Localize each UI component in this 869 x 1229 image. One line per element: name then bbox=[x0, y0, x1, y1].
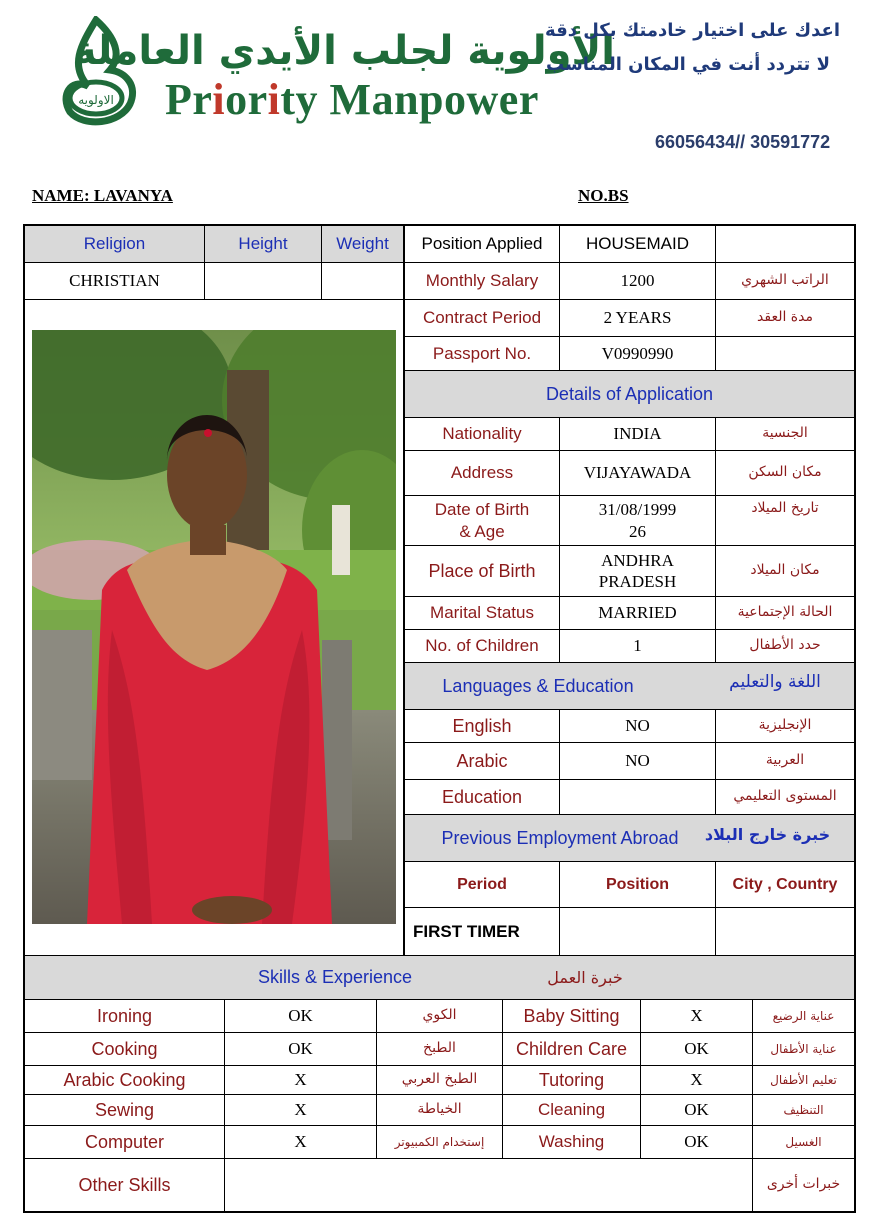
skills-title: Skills & Experience bbox=[257, 967, 413, 988]
english-label: English bbox=[452, 715, 512, 736]
contract-period-value: 2 YEARS bbox=[603, 308, 672, 328]
logo-part: Pr bbox=[165, 75, 213, 124]
marital-status-label: Marital Status bbox=[430, 603, 534, 623]
monthly-salary-arabic: الراتب الشهري bbox=[741, 272, 829, 289]
skill-computer-value: X bbox=[294, 1132, 307, 1152]
monthly-salary-value: 1200 bbox=[620, 271, 655, 291]
height-label: Height bbox=[238, 234, 288, 254]
religion-label: Religion bbox=[83, 234, 146, 254]
skill-children-care-arabic: عناية الأطفال bbox=[770, 1041, 837, 1056]
weight-label: Weight bbox=[336, 234, 389, 254]
dob-date: 31/08/1999 bbox=[598, 500, 677, 520]
skill-washing-arabic: الغسيل bbox=[785, 1134, 822, 1149]
nationality-label: Nationality bbox=[442, 424, 522, 444]
education-label: Education bbox=[441, 786, 523, 807]
arabic-arabic: العربية bbox=[765, 752, 805, 769]
tagline-line-1: اعدك على اختيار خادمتك بكل دقة bbox=[545, 20, 840, 41]
children-value: 1 bbox=[633, 636, 642, 656]
nationality-value: INDIA bbox=[613, 424, 662, 444]
contract-period-label: Contract Period bbox=[422, 308, 542, 328]
period-label: Period bbox=[457, 875, 507, 893]
religion-value: CHRISTIAN bbox=[69, 271, 160, 291]
logo-part-red-i: i bbox=[267, 75, 281, 124]
address-label: Address bbox=[450, 463, 514, 483]
skill-cleaning-arabic: التنظيف bbox=[783, 1102, 824, 1117]
skill-washing-value: OK bbox=[684, 1132, 709, 1152]
skill-tutoring-value: X bbox=[690, 1070, 703, 1090]
passport-value: V0990990 bbox=[601, 343, 674, 363]
skill-ironing-arabic: الكوي bbox=[422, 1007, 457, 1024]
candidate-name: NAME: LAVANYA bbox=[32, 186, 173, 205]
address-arabic: مكان السكن bbox=[748, 464, 822, 481]
languages-title: Languages & Education bbox=[442, 675, 634, 696]
skill-arabic-cooking-label: Arabic Cooking bbox=[63, 1069, 186, 1090]
nationality-arabic: الجنسية bbox=[762, 425, 808, 442]
age-value: 26 bbox=[629, 521, 646, 541]
skill-sewing-label: Sewing bbox=[94, 1099, 155, 1120]
skills-title-arabic: خبرة العمل bbox=[547, 967, 623, 987]
skill-baby-sitting-value: X bbox=[690, 1006, 703, 1026]
candidate-photo bbox=[32, 330, 396, 924]
skill-ironing-value: OK bbox=[288, 1006, 313, 1026]
pob-line-2: PRADESH bbox=[598, 572, 677, 591]
other-skills-arabic: خبرات أخرى bbox=[766, 1176, 841, 1193]
skill-cleaning-label: Cleaning bbox=[537, 1100, 606, 1120]
skill-cleaning-value: OK bbox=[684, 1100, 709, 1120]
position-applied-value: HOUSEMAID bbox=[586, 234, 689, 254]
dob-label-line-1: Date of Birth bbox=[434, 500, 530, 520]
arabic-label: Arabic bbox=[456, 750, 508, 771]
skill-baby-sitting-label: Baby Sitting bbox=[523, 1005, 620, 1026]
employment-title: Previous Employment Abroad bbox=[441, 827, 679, 848]
skill-tutoring-arabic: تعليم الأطفال bbox=[770, 1072, 837, 1087]
skill-arabic-cooking-arabic: الطبخ العربي bbox=[401, 1071, 478, 1088]
skill-cooking-label: Cooking bbox=[91, 1038, 158, 1059]
address-value: VIJAYAWADA bbox=[583, 463, 692, 483]
english-value: NO bbox=[625, 716, 650, 736]
skill-ironing-label: Ironing bbox=[96, 1005, 153, 1026]
contract-period-arabic: مدة العقد bbox=[757, 309, 813, 326]
marital-status-arabic: الحالة الإجتماعية bbox=[737, 604, 833, 621]
skill-computer-arabic: إستخدام الكمبيوتر bbox=[394, 1134, 485, 1149]
skill-children-care-label: Children Care bbox=[515, 1038, 628, 1059]
logo-part: or bbox=[225, 75, 268, 124]
skill-children-care-value: OK bbox=[684, 1039, 709, 1059]
education-value bbox=[560, 780, 715, 814]
skill-computer-label: Computer bbox=[84, 1131, 165, 1152]
arabic-value: NO bbox=[625, 751, 650, 771]
logo-part-red-i: i bbox=[212, 75, 226, 124]
skill-cooking-arabic: الطبخ bbox=[423, 1040, 456, 1057]
company-name-arabic: الأولوية لجلب الأيدي العاملة bbox=[73, 28, 615, 74]
skill-baby-sitting-arabic: عناية الرضيع bbox=[772, 1008, 835, 1023]
place-of-birth-label: Place of Birth bbox=[428, 560, 536, 581]
pob-line-1: ANDHRA bbox=[601, 550, 674, 570]
passport-label: Passport No. bbox=[432, 343, 532, 363]
skill-washing-label: Washing bbox=[538, 1132, 605, 1152]
dob-label-line-2: & Age bbox=[459, 521, 505, 541]
tagline-line-2: لا تتردد أنت في المكان المناسب bbox=[546, 54, 830, 75]
company-name-english bbox=[165, 74, 615, 130]
emblem-text: الاولويه bbox=[78, 93, 114, 107]
skill-cooking-value: OK bbox=[288, 1039, 313, 1059]
dob-label bbox=[405, 496, 559, 545]
english-arabic: الإنجليزية bbox=[758, 717, 812, 734]
employment-title-arabic: خبرة خارج البلاد bbox=[704, 825, 831, 844]
skill-tutoring-label: Tutoring bbox=[538, 1069, 605, 1090]
skill-sewing-arabic: الخياطة bbox=[417, 1101, 462, 1118]
dob-arabic: تاريخ الميلاد bbox=[751, 499, 819, 516]
employment-position-value bbox=[560, 908, 715, 955]
period-value: FIRST TIMER bbox=[413, 921, 520, 941]
details-title: Details of Application bbox=[545, 383, 714, 404]
monthly-salary-label: Monthly Salary bbox=[425, 271, 539, 291]
other-skills-label: Other Skills bbox=[78, 1174, 171, 1195]
logo-part: ty Manpower bbox=[280, 75, 539, 124]
children-label: No. of Children bbox=[425, 636, 539, 656]
place-of-birth-arabic: مكان الميلاد bbox=[750, 562, 820, 579]
phone-numbers: 66056434// 30591772 bbox=[655, 132, 831, 152]
bs-number: NO.BS bbox=[578, 186, 629, 205]
children-arabic: حدد الأطفال bbox=[749, 637, 821, 654]
city-country-label: City , Country bbox=[732, 875, 838, 893]
skill-sewing-value: X bbox=[294, 1100, 307, 1120]
languages-title-arabic: اللغة والتعليم bbox=[729, 672, 821, 693]
dob-value bbox=[560, 496, 715, 545]
employment-position-label: Position bbox=[605, 875, 670, 893]
education-arabic: المستوى التعليمي bbox=[733, 788, 837, 805]
marital-status-value: MARRIED bbox=[598, 603, 677, 623]
skill-arabic-cooking-value: X bbox=[294, 1070, 307, 1090]
place-of-birth-value bbox=[560, 546, 715, 596]
other-skills-value bbox=[225, 1159, 752, 1211]
position-applied-label: Position Applied bbox=[421, 234, 543, 254]
city-country-value bbox=[716, 908, 854, 955]
